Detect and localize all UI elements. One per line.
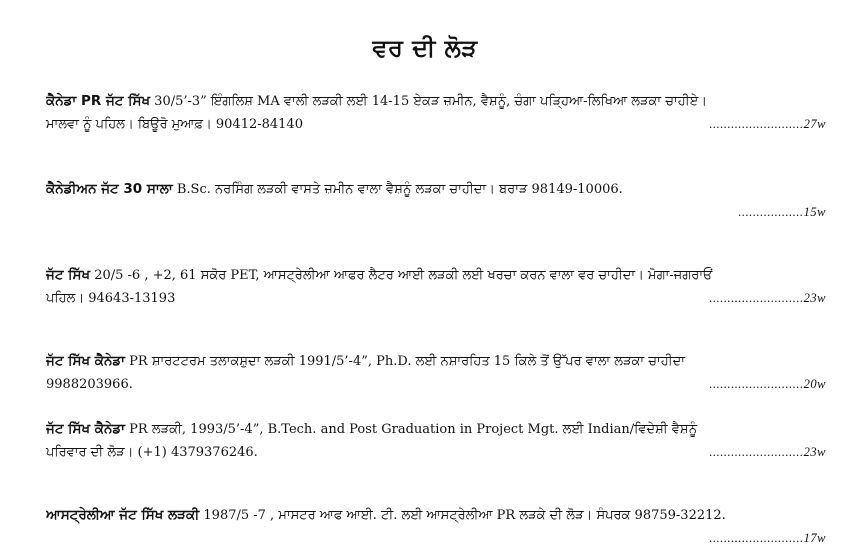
ad-first-line <box>46 350 826 373</box>
ad-first-line <box>46 90 826 113</box>
ad-first-line <box>46 418 826 441</box>
ad-first-line <box>46 264 826 287</box>
classified-ad <box>46 264 826 310</box>
classified-ad <box>46 418 826 464</box>
ad-text: PR ਲੜਕੀ, 1993/5’-4”, B.Tech. and Post Graduation in Project Mgt. ਲਈ Indian/ਵਿਦੇਸ਼ੀ ਵੈਸ਼ਨੂੰ <box>125 422 698 437</box>
ad-last-line <box>46 373 826 396</box>
ad-text: B.Sc. ਨਰਸਿੰਗ ਲੜਕੀ ਵਾਸਤੇ ਜ਼ਮੀਨ ਵਾਲਾ ਵੈਸ਼ਨੂੰ ਲੜਕਾ ਚਾਹੀਦਾ। ਬਰਾੜ 98149-10006. <box>172 182 623 197</box>
ad-first-line <box>46 178 826 201</box>
ad-last-line <box>46 287 826 310</box>
ad-code: ..........................20w <box>709 377 826 391</box>
ad-text: 1987/5 -7 , ਮਾਸਟਰ ਆਫ ਆਈ. ਟੀ. ਲਈ ਆਸਟ੍ਰੇਲੀਆ PR ਲੜਕੇ ਦੀ ਲੋੜ। ਸੰਪਰਕ 98759-32212. <box>199 508 726 523</box>
ad-code: ..........................17w <box>709 531 826 545</box>
ad-text-continued: ਮਾਲਵਾ ਨੂੰ ਪਹਿਲ। ਬਿਊਰੋ ਮੁਆਫ਼। 90412-84140 <box>46 117 303 132</box>
ad-lead: ਜੱਟ ਸਿੱਖ <box>46 267 91 283</box>
ad-last-line <box>46 441 826 464</box>
ad-code: ..........................27w <box>709 117 826 131</box>
ad-code: ..........................23w <box>709 291 826 305</box>
ad-text: PR ਸ਼ਾਰਟਟਰਮ ਤਲਾਕਸ਼ੁਦਾ ਲੜਕੀ 1991/5’-4”, Ph.D. ਲਈ ਨਸ਼ਾਰਹਿਤ 15 ਕਿਲੇ ਤੋਂ ਉੱਪਰ ਵਾਲਾ ਲੜਕਾ ਚਾਹੀਦਾ <box>125 354 685 369</box>
classified-ad <box>46 178 826 223</box>
ad-lead: ਜੱਟ ਸਿੱਖ ਕੈਨੇਡਾ <box>46 421 126 437</box>
ad-lead: ਕੈਨੇਡਾ PR ਜੱਟ ਸਿੱਖ <box>46 93 151 109</box>
page-title: ਵਰ ਦੀ ਲੋੜ <box>372 34 478 62</box>
ad-code: ..................15w <box>738 205 826 219</box>
ad-lead: ਜੱਟ ਸਿੱਖ ਕੈਨੇਡਾ <box>46 353 126 369</box>
ad-lead: ਆਸਟ੍ਰੇਲੀਆ ਜੱਟ ਸਿੱਖ ਲੜਕੀ <box>46 507 200 523</box>
ad-text: 20/5 -6 , +2, 61 ਸਕੋਰ PET, ਆਸਟ੍ਰੇਲੀਆ ਆਫਰ ਲੈਟਰ ਆਈ ਲੜਕੀ ਲਈ ਖਰਚਾ ਕਰਨ ਵਾਲਾ ਵਰ ਚਾਹੀਦਾ। ਮੋਗਾ-ਜਗਰਾਓਂ <box>90 268 713 283</box>
ad-code: ..........................23w <box>709 445 826 459</box>
classified-ad <box>46 350 826 396</box>
ad-text-continued: ਪਰਿਵਾਰ ਦੀ ਲੋੜ। (+1) 4379376246. <box>46 445 258 460</box>
classified-ad <box>46 90 826 136</box>
ad-text-continued: 9988203966. <box>46 377 133 392</box>
ad-last-line <box>46 113 826 136</box>
classified-ad <box>46 504 826 549</box>
ad-lead: ਕੈਨੇਡੀਅਨ ਜੱਟ 30 ਸਾਲਾ <box>46 181 173 197</box>
ad-first-line <box>46 504 826 527</box>
ad-text-continued: ਪਹਿਲ। 94643-13193 <box>46 291 176 306</box>
ad-text: 30/5’-3” ਇੰਗਲਿਸ਼ MA ਵਾਲੀ ਲੜਕੀ ਲਈ 14-15 ਏਕੜ ਜ਼ਮੀਨ, ਵੈਸ਼ਨੂੰ, ਚੰਗਾ ਪੜ੍ਹਿਆ-ਲਿਖਿਆ ਲੜਕਾ ਚਾਹੀਏ। <box>150 94 708 109</box>
